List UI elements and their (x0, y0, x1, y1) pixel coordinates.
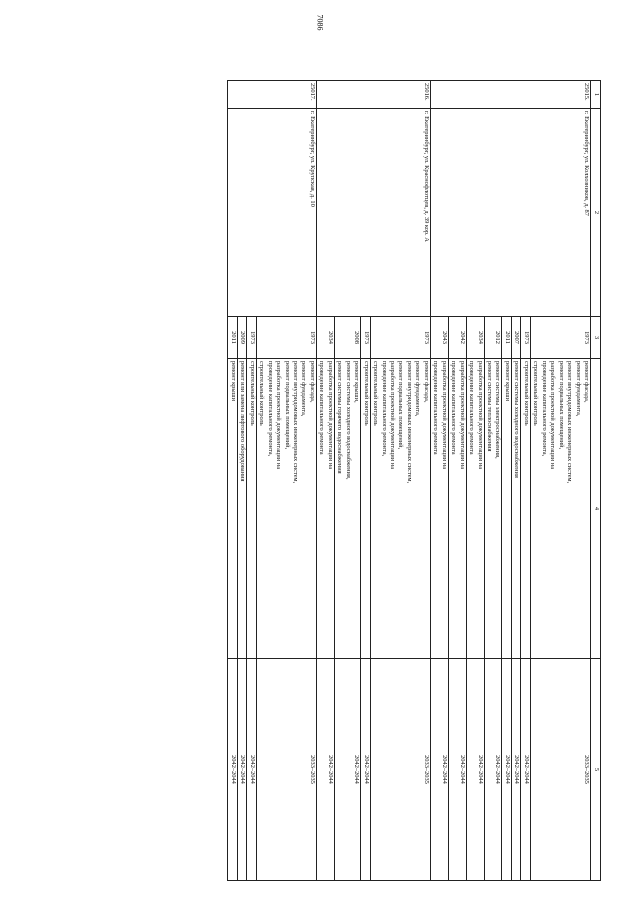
works-cell (466, 359, 484, 659)
period-cell: 2033–2035 (370, 659, 430, 881)
building-address: г. Екатеринбург, ул. Крупская, д. 10 (228, 109, 317, 317)
year-cell: 1973 (361, 317, 370, 359)
work-line: разработка проектной документации на (549, 361, 557, 470)
year-cell: 1973 (256, 317, 316, 359)
work-line: ремонт фасада, (308, 361, 316, 403)
work-line: разработка проектной документации на (440, 361, 448, 470)
period-cell: 2042–2044 (448, 659, 466, 881)
year-cell: 2008 (334, 317, 360, 359)
works-cell (256, 359, 316, 659)
work-line: ремонт системы горячего водоснабжения (336, 361, 344, 474)
column-header: 4 (591, 359, 601, 659)
works-cell (511, 359, 520, 659)
entry-number: 25015. (430, 81, 590, 109)
work-line: ремонт подвальных помещений, (283, 361, 291, 450)
column-header: 1 (591, 81, 601, 109)
work-line: разработка проектной документации на (458, 361, 466, 470)
year-cell: 2034 (316, 317, 334, 359)
rotated-table-area (86, 80, 601, 880)
period-cell: 2042–2044 (237, 659, 246, 881)
entry-number: 25016. (316, 81, 430, 109)
work-line: ремонт крыши (229, 361, 237, 402)
year-cell: 1973 (530, 317, 590, 359)
work-line: ремонт подвальных помещений, (397, 361, 405, 450)
building-address: г. Екатеринбург, ул. Краснофлотцев, д. 39 кор. А (316, 109, 430, 317)
works-cell (237, 359, 246, 659)
column-header: 3 (591, 317, 601, 359)
table-body (228, 81, 601, 881)
work-line: разработка проектной документации на (326, 361, 334, 470)
period-cell: 2042–2044 (316, 659, 334, 881)
work-line: ремонт внутридомовых инженерных систем, (566, 361, 574, 484)
year-cell: 2012 (484, 317, 502, 359)
work-line: ремонт системы теплоснабжения (486, 361, 494, 452)
work-line: ремонт фундамента, (300, 361, 308, 417)
works-cell (530, 359, 590, 659)
period-cell: 2042–2044 (484, 659, 502, 881)
work-line: проведение капитального ремонта, (266, 361, 274, 457)
works-cell (361, 359, 370, 659)
year-cell: 2007 (511, 317, 520, 359)
works-cell (502, 359, 511, 659)
work-line: проведение капитального ремонта (468, 361, 476, 455)
work-line: строительный контроль (532, 361, 540, 426)
works-cell (521, 359, 530, 659)
work-line: ремонт или замена лифтового оборудования (239, 361, 247, 482)
works-cell (228, 359, 237, 659)
work-line: ремонт фундамента, (574, 361, 582, 417)
work-line: строительный контроль (362, 361, 370, 426)
period-cell: 2042–2044 (502, 659, 511, 881)
work-line: строительный контроль (248, 361, 256, 426)
work-line: проведение капитального ремонта (450, 361, 458, 455)
period-cell: 2042–2044 (466, 659, 484, 881)
work-line: строительный контроль (258, 361, 266, 426)
table-row (530, 81, 590, 881)
work-line: ремонт системы холодного водоснабжения, (344, 361, 352, 480)
work-line: ремонт внутридомовых инженерных систем, (405, 361, 413, 484)
work-line: ремонт крыши, (353, 361, 361, 403)
work-line: проведение капитального ремонта, (380, 361, 388, 457)
year-cell: 2043 (430, 317, 448, 359)
period-cell: 2042–2044 (334, 659, 360, 881)
table-row (256, 81, 316, 881)
period-cell: 2042–2044 (228, 659, 237, 881)
page-number: 7086 (315, 14, 325, 31)
works-cell (247, 359, 256, 659)
work-line: ремонт системы холодного водоснабжения (513, 361, 521, 478)
work-line: ремонт крыши (503, 361, 511, 402)
period-cell: 2042–2044 (511, 659, 520, 881)
work-line: проведение капитального ремонта (318, 361, 326, 455)
entry-number: 25017. (228, 81, 317, 109)
year-cell: 2011 (228, 317, 237, 359)
works-cell (316, 359, 334, 659)
period-cell: 2033–2035 (530, 659, 590, 881)
works-cell (430, 359, 448, 659)
work-line: проведение капитального ремонта, (540, 361, 548, 457)
period-cell: 2042–2044 (247, 659, 256, 881)
work-line: разработка проектной документации на (275, 361, 283, 470)
work-line: строительный контроль (522, 361, 530, 426)
work-line: ремонт фасада, (583, 361, 590, 403)
work-line: строительный контроль (372, 361, 380, 426)
period-cell: 2042–2044 (430, 659, 448, 881)
work-line: ремонт фасада, (422, 361, 430, 403)
year-cell: 2011 (502, 317, 511, 359)
works-cell (484, 359, 502, 659)
capital-repair-table (227, 80, 601, 881)
work-line: разработка проектной документации на (476, 361, 484, 470)
works-cell (370, 359, 430, 659)
work-line: ремонт системы электроснабжения, (494, 361, 502, 459)
period-cell: 2042–2044 (361, 659, 370, 881)
period-cell: 2042–2044 (521, 659, 530, 881)
works-cell (334, 359, 360, 659)
column-header: 2 (591, 109, 601, 317)
works-cell (448, 359, 466, 659)
work-line: разработка проектной документации на (389, 361, 397, 470)
work-line: ремонт внутридомовых инженерных систем, (292, 361, 300, 484)
year-cell: 2009 (237, 317, 246, 359)
period-cell: 2033–2035 (256, 659, 316, 881)
year-cell: 2042 (448, 317, 466, 359)
work-line: проведение капитального ремонта (432, 361, 440, 455)
building-address: г. Екатеринбург, ул. Колхозников, д. 87 (430, 109, 590, 317)
column-header: 5 (591, 659, 601, 881)
table-row (370, 81, 430, 881)
year-cell: 1973 (370, 317, 430, 359)
work-line: ремонт подвальных помещений, (557, 361, 565, 450)
column-number-row (591, 81, 601, 881)
year-cell: 1973 (521, 317, 530, 359)
work-line: ремонт фундамента, (414, 361, 422, 417)
year-cell: 1973 (247, 317, 256, 359)
year-cell: 2034 (466, 317, 484, 359)
